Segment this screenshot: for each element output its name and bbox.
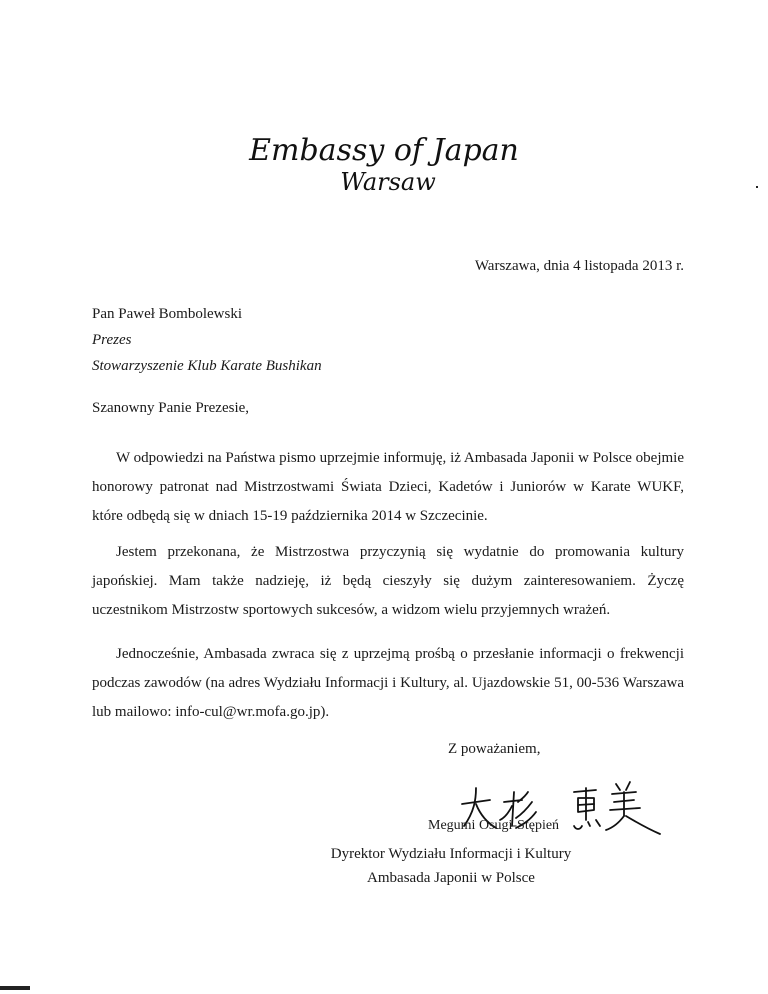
scan-edge-mark	[0, 986, 30, 990]
recipient-organization: Stowarzyszenie Klub Karate Bushikan	[92, 358, 322, 374]
letterhead-line1: Embassy of Japan	[249, 133, 519, 168]
salutation: Szanowny Panie Prezesie,	[92, 400, 250, 416]
signatory-institution: Ambasada Japonii w Polsce	[367, 870, 535, 886]
signatory-name: Megumi Osugi-Stępień	[428, 818, 560, 833]
letter-date: Warszawa, dnia 4 listopada 2013 r.	[474, 258, 684, 274]
letterhead-logo	[0, 118, 768, 198]
recipient-role: Prezes	[92, 332, 132, 348]
letterhead	[0, 118, 768, 198]
paragraph-2: Jestem przekonana, że Mistrzostwa przyczynią się wydatnie do promowania kultury japońskiej. Mam także nadzieję, iż będą cieszyły się dużym zainteresowaniem. Życzę uczestnikom Mistrzostw sportowych sukcesów, a widzom wielu przyjemnych wrażeń.	[92, 544, 684, 618]
paragraph-1: W odpowiedzi na Państwa pismo uprzejmie informuję, iż Ambasada Japonii w Polsce obejmie honorowy patronat nad Mistrzostwami Świata Dzieci, Kadetów i Juniorów w Karate WUKF, które odbędą się w dniach 15-19 października 2014 w Szczecinie.	[92, 450, 684, 524]
scan-speck	[756, 186, 758, 188]
paragraph-3: Jednocześnie, Ambasada zwraca się z uprzejmą prośbą o przesłanie informacji o frekwencji podczas zawodów (na adres Wydziału Informacji i Kultury, al. Ujazdowskie 51, 00-536 Warszawa lub mailowo: info-cul@wr.mofa.go.jp).	[92, 646, 684, 720]
handwritten-signature	[404, 770, 704, 850]
closing: Z poważaniem,	[448, 741, 541, 757]
letterhead-line2: Warsaw	[340, 168, 436, 196]
recipient-name: Pan Paweł Bombolewski	[92, 306, 242, 322]
signatory-title: Dyrektor Wydziału Informacji i Kultury	[330, 846, 572, 862]
